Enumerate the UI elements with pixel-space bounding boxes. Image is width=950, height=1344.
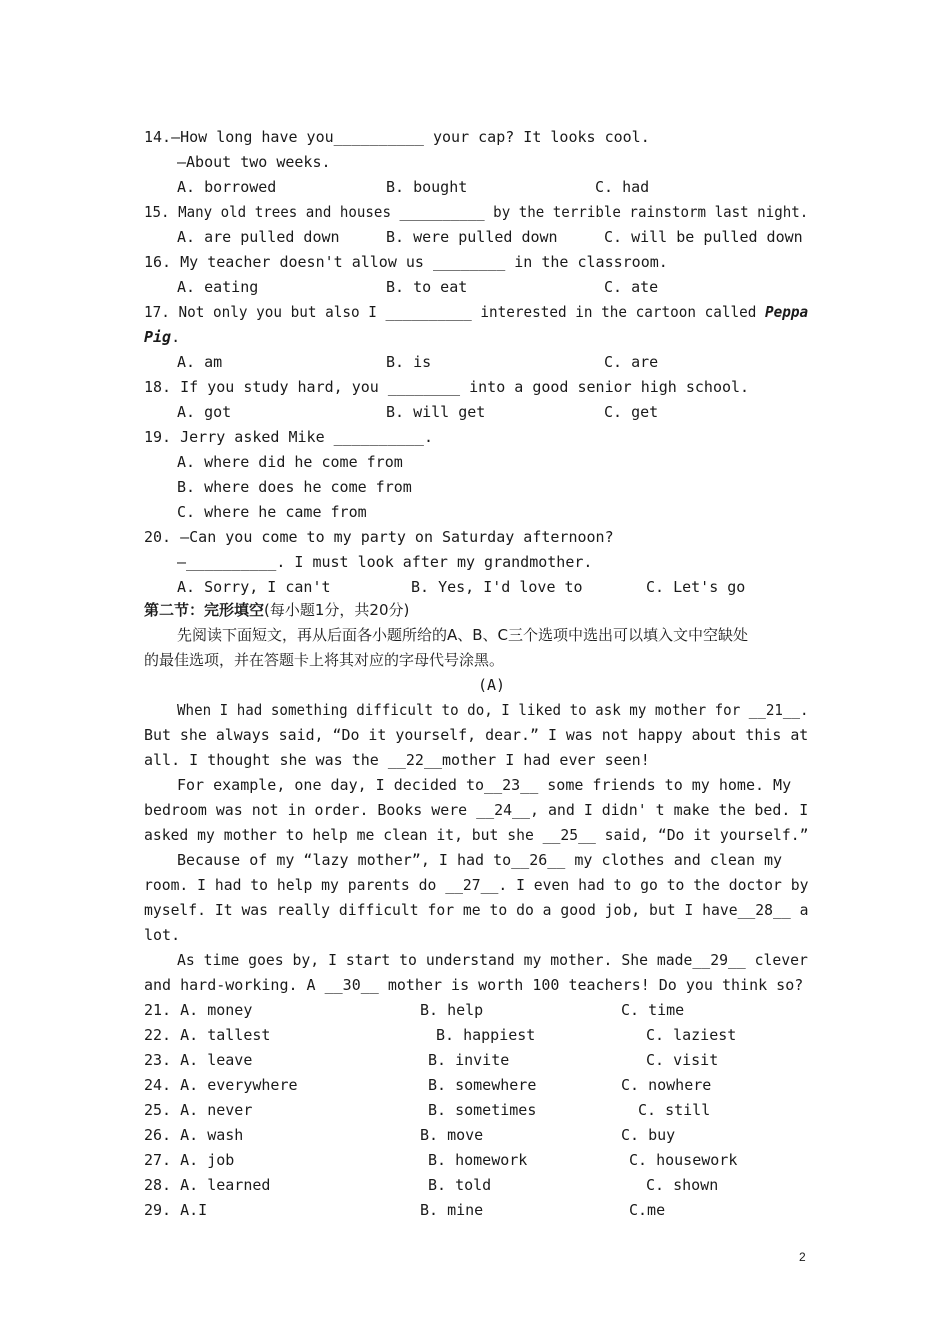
option-a: A. eating — [177, 278, 259, 296]
option-b: B. to eat — [386, 278, 468, 296]
passage-line: As time goes by, I start to understand my mother. She made__29__ clever — [177, 951, 808, 969]
option-c: C. are — [604, 353, 659, 371]
cloze-option-a: 25. A. never — [144, 1101, 253, 1119]
passage-line: bedroom was not in order. Books were __24__, and I didn' t make the bed. I — [144, 801, 809, 819]
option-b: B. bought — [386, 178, 468, 196]
cloze-option-a: 27. A. job — [144, 1151, 235, 1169]
cloze-option-c: C. shown — [646, 1176, 719, 1194]
passage-line: myself. It was really difficult for me to do a good job, but I have__28__ a — [144, 901, 809, 919]
option-c: C. Let's go — [646, 578, 746, 596]
question-15: 15. Many old trees and houses __________ by the terrible rainstorm last night. — [144, 203, 809, 221]
question-14: 14.—How long have you__________ your cap? It looks cool. — [144, 128, 650, 146]
cloze-option-a: 29. A.I — [144, 1201, 208, 1219]
passage-line: When I had something difficult to do, I liked to ask my mother for __21__. — [177, 701, 809, 719]
cloze-option-b: B. somewhere — [428, 1076, 537, 1094]
page-number: 2 — [799, 1250, 806, 1264]
cloze-option-c: C. nowhere — [621, 1076, 712, 1094]
question-16: 16. My teacher doesn't allow us ________ in the classroom. — [144, 253, 668, 271]
cloze-option-b: B. homework — [428, 1151, 528, 1169]
cloze-option-a: 28. A. learned — [144, 1176, 271, 1194]
option-a: A. where did he come from — [177, 453, 403, 471]
cloze-option-c: C. time — [621, 1001, 685, 1019]
option-c: C. get — [604, 403, 659, 421]
cloze-option-b: B. told — [428, 1176, 492, 1194]
passage-line: Because of my “lazy mother”, I had to__26__ my clothes and clean my — [177, 851, 783, 869]
cloze-option-b: B. invite — [428, 1051, 510, 1069]
cloze-option-a: 21. A. money — [144, 1001, 253, 1019]
option-a: A. am — [177, 353, 223, 371]
cloze-option-c: C. visit — [646, 1051, 719, 1069]
option-a: A. got — [177, 403, 232, 421]
question-18: 18. If you study hard, you ________ into a good senior high school. — [144, 378, 750, 396]
option-c: C. will be pulled down — [604, 228, 803, 246]
option-b: B. were pulled down — [386, 228, 558, 246]
option-b: B. Yes, I'd love to — [411, 578, 583, 596]
cloze-option-c: C. laziest — [646, 1026, 737, 1044]
cloze-option-b: B. happiest — [436, 1026, 536, 1044]
question-20-reply: —__________. I must look after my grandmother. — [177, 553, 593, 571]
passage-line: But she always said, “Do it yourself, dear.” I was not happy about this at — [144, 726, 809, 744]
option-c: C. ate — [604, 278, 659, 296]
option-b: B. where does he come from — [177, 478, 412, 496]
cloze-option-c: C. buy — [621, 1126, 676, 1144]
option-b: B. will get — [386, 403, 486, 421]
option-c: C. where he came from — [177, 503, 367, 521]
cloze-option-a: 26. A. wash — [144, 1126, 244, 1144]
cloze-option-a: 22. A. tallest — [144, 1026, 271, 1044]
question-19: 19. Jerry asked Mike __________. — [144, 428, 433, 446]
passage-line: all. I thought she was the __22__mother I had ever seen! — [144, 751, 650, 769]
option-a: A. are pulled down — [177, 228, 340, 246]
instruction-line-1: 先阅读下面短文，再从后面各小题所给的A、B、C三个选项中选出可以填入文中空缺处 — [177, 626, 749, 644]
option-a: A. Sorry, I can't — [177, 578, 331, 596]
option-a: A. borrowed — [177, 178, 277, 196]
passage-line: asked my mother to help me clean it, but she __25__ said, “Do it yourself.” — [144, 826, 809, 844]
cloze-option-c: C.me — [629, 1201, 666, 1219]
option-c: C. had — [595, 178, 650, 196]
question-17: 17. Not only you but also I __________ interested in the cartoon called Peppa — [144, 303, 809, 321]
cloze-option-b: B. mine — [420, 1201, 484, 1219]
cloze-option-b: B. move — [420, 1126, 484, 1144]
cloze-option-c: C. still — [638, 1101, 711, 1119]
question-20: 20. —Can you come to my party on Saturday afternoon? — [144, 528, 614, 546]
cloze-option-b: B. help — [420, 1001, 484, 1019]
question-17-cont: Pig. — [144, 328, 181, 346]
passage-line: room. I had to help my parents do __27__. I even had to go to the doctor by — [144, 876, 809, 894]
cloze-option-a: 24. A. everywhere — [144, 1076, 298, 1094]
option-b: B. is — [386, 353, 432, 371]
cloze-option-b: B. sometimes — [428, 1101, 537, 1119]
section-heading: 第二节：完形填空(每小题1分，共20分) — [144, 601, 410, 619]
passage-label: (A) — [478, 676, 506, 694]
cloze-option-c: C. housework — [629, 1151, 738, 1169]
instruction-line-2: 的最佳选项，并在答题卡上将其对应的字母代号涂黑。 — [144, 651, 505, 669]
cloze-option-a: 23. A. leave — [144, 1051, 253, 1069]
passage-line: lot. — [144, 926, 181, 944]
passage-line: and hard-working. A __30__ mother is worth 100 teachers! Do you think so? — [144, 976, 804, 994]
passage-line: For example, one day, I decided to__23__ some friends to my home. My — [177, 776, 792, 794]
question-14-reply: —About two weeks. — [177, 153, 331, 171]
